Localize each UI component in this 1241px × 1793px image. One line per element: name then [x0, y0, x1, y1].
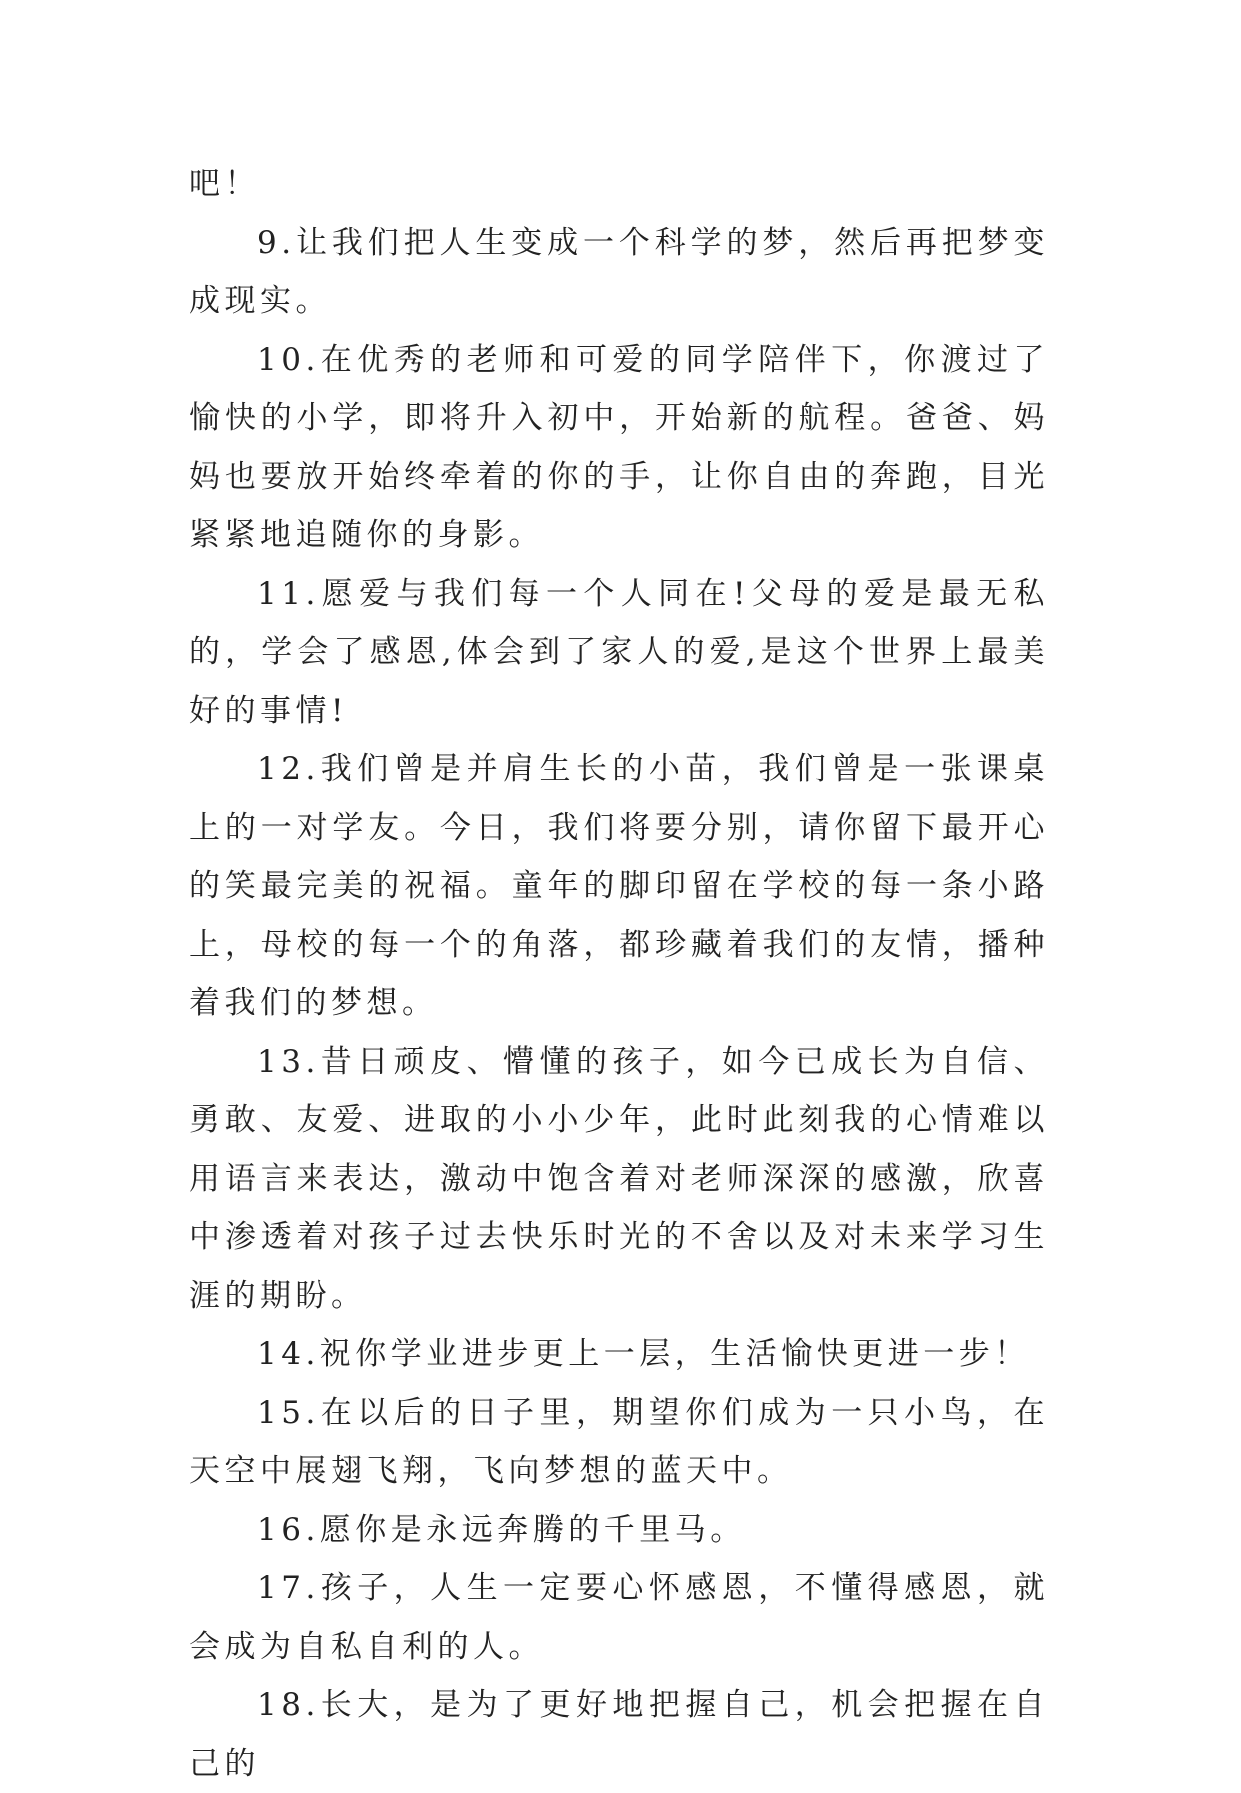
paragraph-item-10: 10.在优秀的老师和可爱的同学陪伴下，你渡过了愉快的小学，即将升入初中，开始新的航程。爸爸、妈妈也要放开始终牵着的你的手，让你自由的奔跑，目光紧紧地追随你的身影。 — [189, 341, 1049, 553]
paragraph-item-15: 15.在以后的日子里，期望你们成为一只小鸟，在天空中展翅飞翔，飞向梦想的蓝天中。 — [189, 1394, 1049, 1489]
paragraph-item-17: 17.孩子，人生一定要心怀感恩，不懂得感恩，就会成为自私自利的人。 — [189, 1570, 1049, 1665]
paragraph-item-11: 11.愿爱与我们每一个人同在!父母的爱是最无私的，学会了感恩,体会到了家人的爱,是这个世界上最美好的事情! — [189, 575, 1049, 729]
body-text — [189, 155, 1049, 1793]
paragraph-item-12: 12.我们曾是并肩生长的小苗，我们曾是一张课桌上的一对学友。今日，我们将要分别，请你留下最开心的笑最完美的祝福。童年的脚印留在学校的每一条小路上，母校的每一个的角落，都珍藏着我们的友情，播种着我们的梦想。 — [189, 751, 1049, 1021]
paragraph-item-14: 14.祝你学业进步更上一层，生活愉快更进一步！ — [257, 1336, 1030, 1372]
paragraph-item-16: 16.愿你是永远奔腾的千里马。 — [257, 1511, 746, 1548]
paragraph-item-13: 13.昔日顽皮、懵懂的孩子，如今已成长为自信、勇敢、友爱、进取的小小少年，此时此刻我的心情难以用语言来表达，激动中饱含着对老师深深的感激，欣喜中渗透着对孩子过去快乐时光的不舍以及对未来学习生涯的期盼。 — [189, 1043, 1049, 1314]
paragraph-item-18: 18.长大，是为了更好地把握自己，机会把握在自己的 — [189, 1687, 1049, 1782]
paragraph-item-9: 9.让我们把人生变成一个科学的梦，然后再把梦变成现实。 — [189, 224, 1049, 319]
paragraph-continuation: 吧！ — [189, 166, 260, 202]
